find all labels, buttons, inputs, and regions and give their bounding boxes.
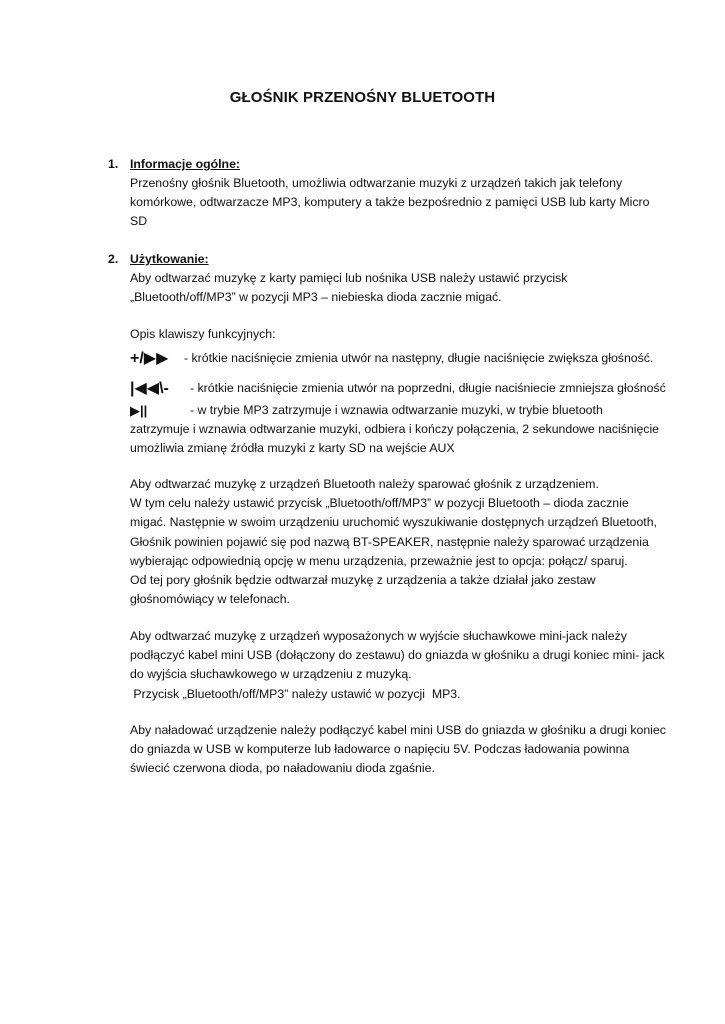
section-1-heading: Informacje ogólne: bbox=[130, 157, 240, 171]
text-line: komórkowe, odtwarzacze MP3, komputery a także bezpośrednio z pamięci USB lub karty Micro bbox=[130, 195, 650, 210]
text-line: świecić czerwona dioda, po naładowaniu dioda zgaśnie. bbox=[130, 761, 435, 776]
key-prev-description: - krótkie naciśnięcie zmienia utwór na poprzedni, długie naciśniecie zmniejsza głośność bbox=[190, 381, 666, 395]
text-line: Przycisk „Bluetooth/off/MP3” należy ustawić w pozycji MP3. bbox=[130, 686, 461, 701]
section-2-intro bbox=[130, 269, 690, 307]
play-pause-icon: ▶|| bbox=[130, 403, 148, 418]
text-line: Aby odtwarzać muzykę z urządzeń wyposażonych w wyjście słuchawkowe mini-jack należy bbox=[130, 629, 627, 643]
text-line: głośnomówiący w telefonach. bbox=[130, 592, 290, 607]
text-line: Aby odtwarzać muzykę z urządzeń Bluetooth należy sparować głośnik z urządzeniem. bbox=[130, 477, 599, 491]
text-line: umożliwia zmianę źródła muzyki z karty SD na wejście AUX bbox=[130, 441, 455, 456]
text-line: W tym celu należy ustawić przycisk „Bluetooth/off/MP3” w pozycji Bluetooth – dioda zacznie bbox=[130, 496, 629, 511]
key-play-continuation bbox=[130, 420, 690, 458]
key-next-volume-up bbox=[130, 349, 168, 368]
mini-jack-paragraph bbox=[130, 627, 690, 704]
document-title: GŁOŚNIK PRZENOŚNY BLUETOOTH bbox=[229, 89, 496, 106]
text-line: zatrzymuje i wznawia odtwarzanie muzyki, odbiera i kończy połączenia, 2 sekundowe naciśnięcie bbox=[130, 422, 660, 436]
key-play-description: - w trybie MP3 zatrzymuje i wznawia odtwarzanie muzyki, w trybie bluetooth bbox=[190, 403, 603, 417]
previous-track-icon: |◀◀\- bbox=[130, 380, 169, 397]
keys-label: Opis klawiszy funkcyjnych: bbox=[130, 327, 276, 341]
section-2-heading: Użytkowanie: bbox=[130, 252, 209, 266]
text-line: Aby odtwarzać muzykę z karty pamięci lub nośnika USB należy ustawić przycisk bbox=[130, 271, 568, 285]
text-line: podłączyć kabel mini USB (dołączony do zestawu) do gniazda w głośniku a drugi koniec mini- jack bbox=[130, 648, 665, 663]
text-line: do wyjścia słuchawkowego w urządzeniu z muzyką. bbox=[130, 667, 412, 682]
text-line: SD bbox=[130, 214, 148, 229]
bluetooth-paragraph bbox=[130, 475, 690, 609]
text-line: Głośnik powinien pojawić się pod nazwą BT-SPEAKER, następnie należy sparować urządzenia bbox=[130, 534, 649, 549]
section-2-number: 2. bbox=[108, 252, 119, 266]
key-prev-volume-down bbox=[130, 379, 169, 398]
charging-paragraph bbox=[130, 721, 690, 779]
next-track-icon: +/▶▶ bbox=[130, 350, 169, 367]
text-line: do gniazda w USB w komputerze lub ładowarce o napięciu 5V. Podczas ładowania powinna bbox=[130, 742, 630, 757]
key-next-description: - krótkie naciśnięcie zmienia utwór na następny, długie naciśnięcie zwiększa głośność. bbox=[184, 351, 654, 365]
key-play-pause bbox=[130, 401, 147, 420]
text-line: „Bluetooth/off/MP3” w pozycji MP3 – niebieska dioda zacznie migać. bbox=[130, 290, 502, 305]
text-line: migać. Następnie w swoim urządzeniu uruchomić wyszukiwanie dostępnych urządzeń Bluetooth, bbox=[130, 515, 657, 530]
section-1-number: 1. bbox=[108, 157, 119, 171]
text-line: Aby naładować urządzenie należy podłączyć kabel mini USB do gniazda w głośniku a drugi koniec bbox=[130, 723, 666, 737]
section-1-body bbox=[130, 174, 690, 232]
text-line: wybierając odpowiednią opcję w menu urządzenia, przeważnie jest to opcja: połącz/ sparuj. bbox=[130, 553, 628, 568]
text-line: Od tej pory głośnik będzie odtwarzał muzykę z urządzenia a także działał jako zestaw bbox=[130, 573, 596, 588]
text-line: Przenośny głośnik Bluetooth, umożliwia odtwarzanie muzyki z urządzeń takich jak telefony bbox=[130, 176, 623, 190]
